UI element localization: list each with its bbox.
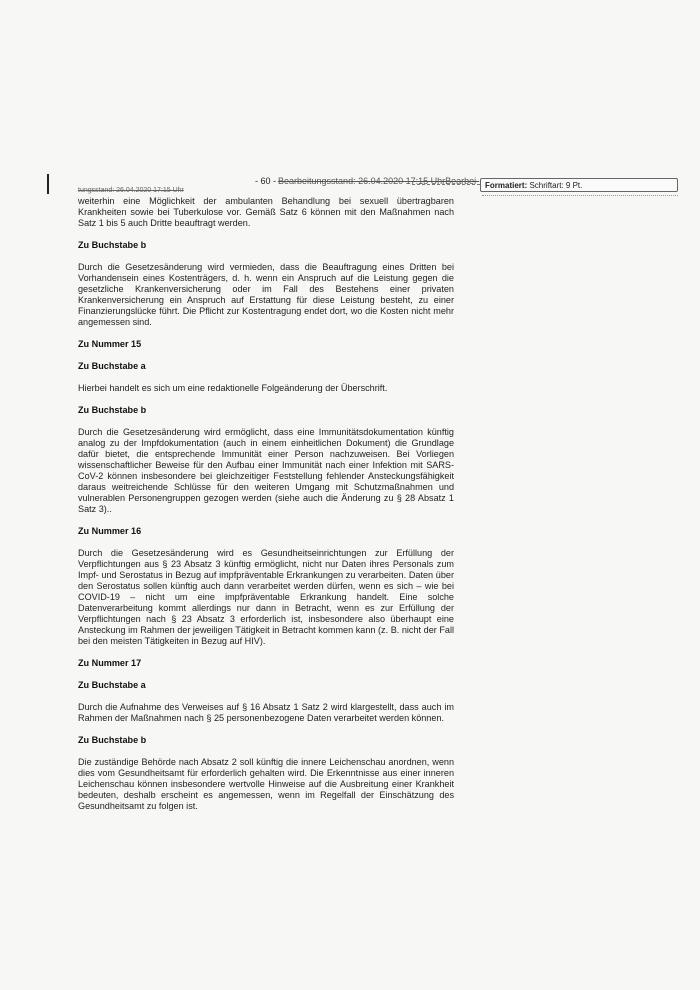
paragraph-4: Durch die Gesetzesänderung wird ermöglicht, dass eine Immunitätsdokumentation künftig analog zu der Impfdokumentation (auch in einem einheitlichen Dokument) die Grundlage dafür bietet, die entsprechende Immunität einer Person nachzuweisen. Bei Vorliegen wissenschaftlicher Beweise für den Aufbau einer Immunität nach einer Infektion mit SARS-CoV-2 können insbesondere bei gleichzeitiger Feststellung fehlender Ansteckungsfähigkeit daraus weitreichende Schlüsse für den weiteren Umgang mit Schutzmaßnahmen und vulnerablen Personengruppen gezogen werden (siehe auch die Änderung zu § 28 Absatz 1 Satz 3)..	[78, 427, 454, 514]
tracked-deletion-tail: tungsstand: 26.04.2020 17:15 Uhr	[78, 187, 184, 194]
paragraph-6: Durch die Aufnahme des Verweises auf § 16 Absatz 1 Satz 2 wird klargestellt, dass auch im Rahmen der Maßnahmen nach § 25 personenbezogene Daten verarbeitet werden können.	[78, 702, 454, 723]
paragraph-1: weiterhin eine Möglichkeit der ambulanten Behandlung bei sexuell übertragbaren Krankheiten sowie bei Tuberkulose vor. Gemäß Satz 6 können mit den Maßnahmen nach Satz 1 bis 5 auch Dritte beauftragt werden.	[78, 196, 454, 228]
comment-label: Formatiert:	[485, 181, 528, 190]
heading-nummer-17: Zu Nummer 17	[78, 658, 142, 668]
paragraph-2: Durch die Gesetzesänderung wird vermieden, dass die Beauftragung eines Dritten bei Vorhandensein eines Kostenträgers, d. h. wenn ein Anspruch auf die Leistung gegen die gesetzliche Krankenversicherung oder im Fall des Bestehens einer privaten Krankenversicherung ein Anspruch auf Erstattung für diese Leistung besteht, zu einer Finanzierungslücke führt. Die Pflicht zur Kostentragung endet dort, wo die Kosten nicht mehr angemessen sind.	[78, 262, 454, 327]
heading-buchstabe-b-3: Zu Buchstabe b	[78, 735, 147, 745]
heading-buchstabe-a-1: Zu Buchstabe a	[78, 361, 146, 371]
revision-change-bar	[47, 174, 49, 194]
formatting-comment-balloon[interactable]	[480, 178, 678, 192]
tracked-deletion-text: Bearbeitungsstand: 26.04.2020 17:15 UhrBearbei-	[278, 176, 480, 186]
heading-nummer-16: Zu Nummer 16	[78, 526, 142, 536]
paragraph-7: Die zuständige Behörde nach Absatz 2 soll künftig die innere Leichenschau anordnen, wenn dies vom Gesundheitsamt für erforderlich gehalten wird. Die Erkenntnisse aus einer inneren Leichenschau können insbesondere wertvolle Hinweise auf die Ausbreitung einer Krankheit bedeuten, deshalb erscheint es angemessen, wenn im Regelfall der Einschätzung des Gesundheitsamt zu folgen ist.	[78, 757, 454, 811]
paragraph-5: Durch die Gesetzesänderung wird es Gesundheitseinrichtungen zur Erfüllung der Verpflichtungen aus § 23 Absatz 3 künftig ermöglicht, nicht nur Daten ihres Personals zum Impf- und Serostatus in Bezug auf impfpräventable Erkrankungen zu verarbeiten. Daten über den Serostatus sollen künftig auch dann verarbeitet werden dürfen, wenn es sich – wie bei COVID-19 – nicht um eine impfpräventable Erkrankung handelt. Eine solche Datenverarbeitung kommt allerdings nur dann in Betracht, wenn es zur Erfüllung der Verpflichtungen nach § 23 Absatz 3 erforderlich ist, insbesondere also überhaupt eine Ansteckung im Rahmen der jeweiligen Tätigkeit in Betracht kommen kann (z. B. nicht der Fall bei den meisten Tätigkeiten in Bezug auf HIV).	[78, 548, 454, 646]
heading-buchstabe-b-1: Zu Buchstabe b	[78, 240, 147, 250]
comment-connector-line	[412, 184, 480, 185]
comment-separator-line	[482, 195, 678, 196]
document-body	[78, 196, 454, 812]
heading-buchstabe-a-2: Zu Buchstabe a	[78, 680, 146, 690]
paragraph-3: Hierbei handelt es sich um eine redaktionelle Folgeänderung der Überschrift.	[78, 383, 388, 393]
heading-buchstabe-b-2: Zu Buchstabe b	[78, 405, 147, 415]
page-number: - 60 -	[255, 176, 277, 186]
heading-nummer-15: Zu Nummer 15	[78, 339, 142, 349]
comment-value: Schriftart: 9 Pt.	[529, 181, 583, 190]
